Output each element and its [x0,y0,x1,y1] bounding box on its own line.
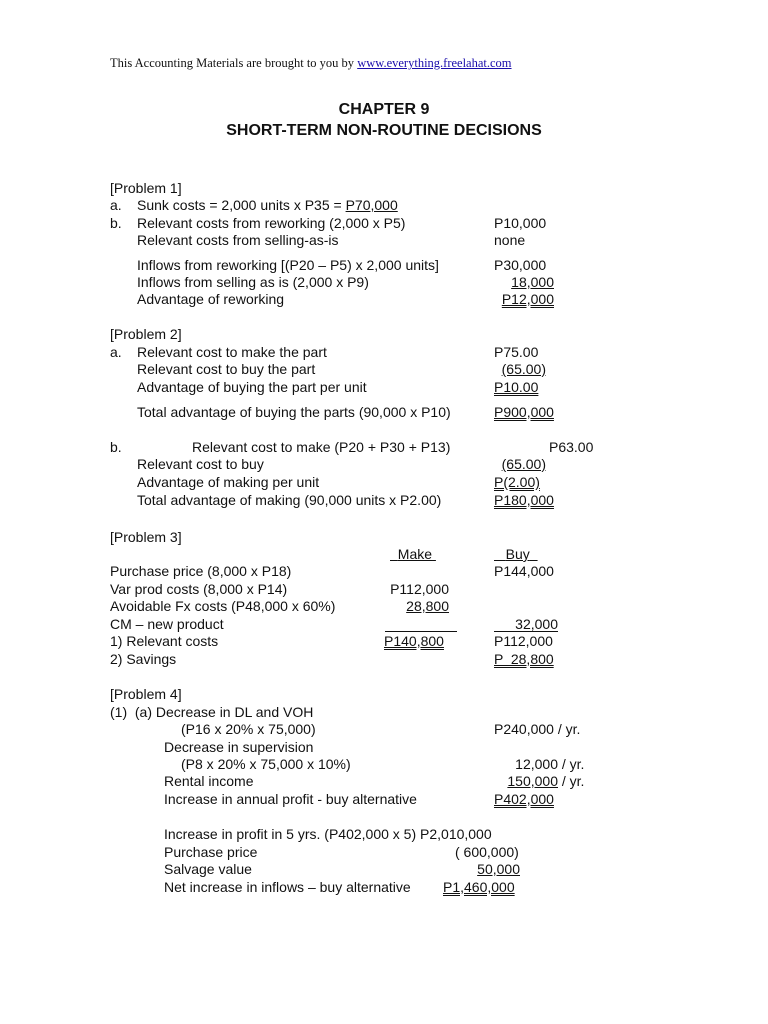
p1-a-value: P70,000 [345,197,398,213]
p4-value: 50,000 [477,861,520,877]
header-note [110,55,512,72]
p1-b-label: b. [110,215,122,231]
p3-row-text: CM – new product [110,616,224,632]
p3-row-make: P112,000 [390,581,449,597]
p2-b-row-value: P180,000 [494,492,554,508]
problem-4-heading: [Problem 4] [110,686,182,702]
p3-row-text: 1) Relevant costs [110,633,219,649]
p2-a-row-text: Advantage of buying the part per unit [137,379,367,395]
p2-a-row-value: (65.00) [501,361,546,377]
p1-row-text: Inflows from reworking [(P20 – P5) x 2,000 units] [137,257,439,273]
problem-3-heading: [Problem 3] [110,529,182,545]
p2-b-first-value: P63.00 [549,439,594,455]
per-year-suffix: / yr. [558,756,585,772]
p3-row-text: Avoidable Fx costs (P48,000 x 60%) [110,598,336,614]
col-make-label: Make [397,546,433,562]
p4-value [494,756,584,773]
p4-line: (P8 x 20% x 75,000 x 10%) [181,756,351,772]
p4-line: (1) (a) Decrease in DL and VOH [110,704,314,720]
make-subtotal-rule [385,631,457,632]
p2-b-first-text: Relevant cost to make (P20 + P30 + P13) [192,439,451,455]
buy-subtotal-rule [494,631,558,632]
p2-a-label: a. [110,344,122,360]
p2-a-row-text: Total advantage of buying the parts (90,000 x P10) [137,404,451,420]
p3-row-buy: P144,000 [494,563,554,579]
p3-row-make: 28,800 [406,598,449,614]
p1-a-line [137,197,398,214]
p3-row-text: Purchase price (8,000 x P18) [110,563,292,579]
page-title: SHORT-TERM NON-ROUTINE DECISIONS [226,122,542,139]
p2-a-row-text: Relevant cost to make the part [137,344,327,360]
p4-line: (P16 x 20% x 75,000) [181,721,316,737]
p2-b-row-text: Total advantage of making (90,000 units x P2.00) [137,492,442,508]
p4-value [494,773,584,790]
p1-row-value: P12,000 [501,291,554,307]
p3-row-text: 2) Savings [110,651,177,667]
p1-row-text: Relevant costs from selling-as-is [137,232,339,248]
p4-amount: P240,000 [494,721,554,737]
header-prefix: This Accounting Materials are brought to you by [110,56,358,70]
p2-a-row-text: Relevant cost to buy the part [137,361,316,377]
p2-b-label: b. [110,439,122,455]
p4-line: Salvage value [164,861,252,877]
chapter-heading: CHAPTER 9 [338,101,430,118]
p4-line: Purchase price [164,844,258,860]
p4-amount: 150,000 [507,773,558,789]
p1-row-text: Advantage of reworking [137,291,285,307]
problem-1-heading: [Problem 1] [110,180,182,196]
p2-b-row-text: Advantage of making per unit [137,474,320,490]
p4-amount: 12,000 [515,756,558,772]
p1-row-value: none [494,232,526,248]
p3-row-buy: P 28,800 [494,651,554,667]
p4-line: Rental income [164,773,254,789]
p4-line: Increase in annual profit - buy alternative [164,791,417,807]
col-buy-label: Buy [505,546,530,562]
p3-row-text: Var prod costs (8,000 x P14) [110,581,288,597]
p2-b-row-value: P(2.00) [494,474,540,490]
p4-line: Decrease in supervision [164,739,314,755]
p4-value [494,721,580,738]
p3-row-make: P140,800 [384,633,444,649]
p2-a-row-value: P10.00 [494,379,539,395]
p2-a-row-value: P75.00 [494,344,539,360]
p4-value: P1,460,000 [443,879,515,895]
p1-a-label: a. [110,197,122,213]
source-link[interactable]: www.everything.freelahat.com [357,56,512,70]
p1-row-text: Relevant costs from reworking (2,000 x P5) [137,215,406,231]
col-make-header [390,546,436,563]
p1-row-value: 18,000 [511,274,554,290]
per-year-suffix: / yr. [553,721,581,737]
per-year-suffix: / yr. [558,773,585,789]
p1-a-text: Sunk costs = 2,000 units x P35 = [137,197,346,213]
p3-row-buy: 32,000 [515,616,558,632]
p4-value: P402,000 [494,791,554,807]
p3-row-buy: P112,000 [494,633,553,649]
p2-b-row-text: Relevant cost to buy [137,456,264,472]
p2-b-row-value: (65.00) [501,456,546,472]
p1-row-value: P30,000 [494,257,547,273]
p4-line: Increase in profit in 5 yrs. (P402,000 x 5) P2,010,000 [164,826,492,842]
p4-line: Net increase in inflows – buy alternative [164,879,411,895]
p2-a-row-value: P900,000 [494,404,554,420]
p1-row-value: P10,000 [494,215,547,231]
p1-row-text: Inflows from selling as is (2,000 x P9) [137,274,369,290]
p4-value: ( 600,000) [455,844,519,860]
problem-2-heading: [Problem 2] [110,326,182,342]
col-buy-header [494,546,538,563]
